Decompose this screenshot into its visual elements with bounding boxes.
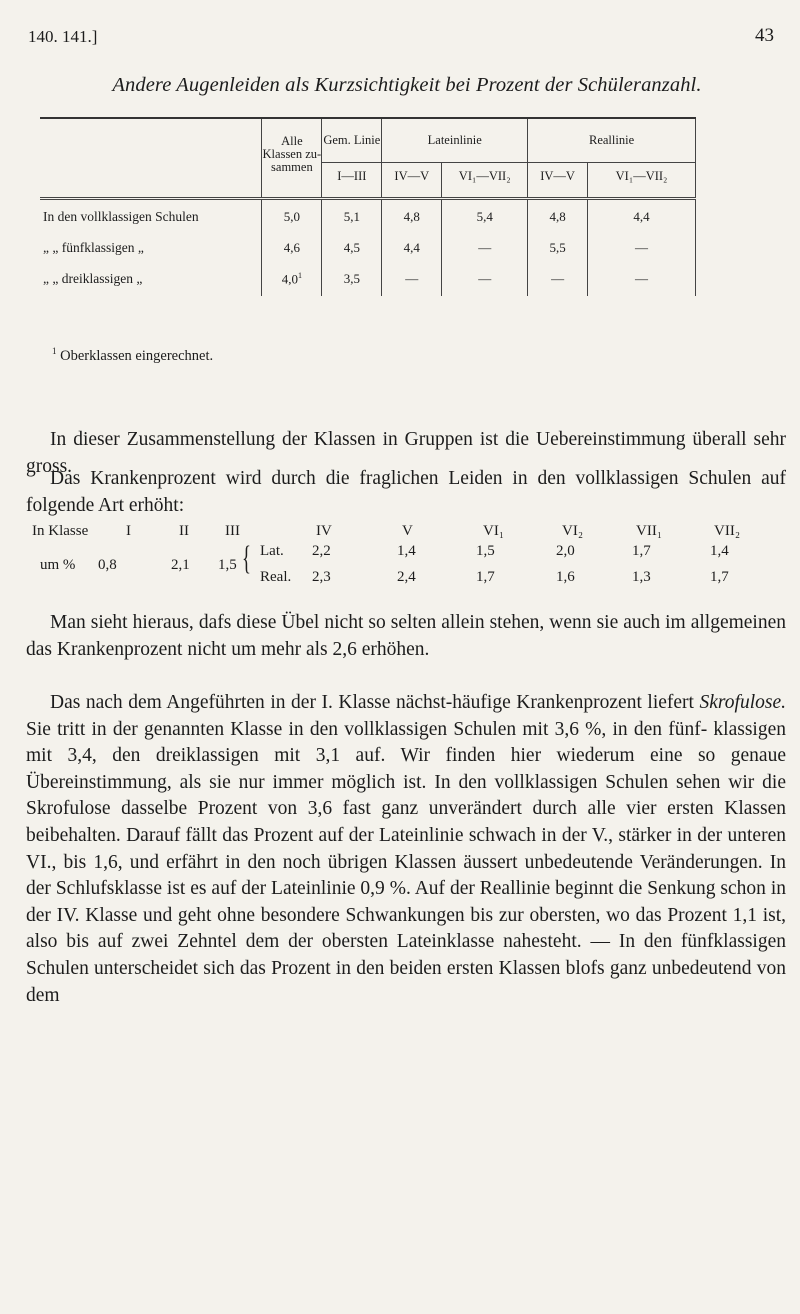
header-reallinie: Reallinie bbox=[528, 118, 696, 162]
value-klasse-iii: 1,5 bbox=[218, 557, 237, 573]
footnote bbox=[52, 346, 213, 365]
header-real-sub-1: IV—V bbox=[528, 162, 588, 190]
klasse-vi2: VI₂ bbox=[562, 523, 584, 539]
lat-value: 1,4 bbox=[710, 543, 729, 559]
real-value: 1,3 bbox=[632, 569, 651, 585]
paragraph-4: Das nach dem Angeführten in der I. Klasse nächst-häufige Krankenprozent liefert Skrofulose. Sie tritt in der genannten Klasse in den vollklassigen Schulen mit 3,6 %, in den fünf- klassigen mit 3,4, den dreiklassigen mit 3,1 auf. Wir finden hier wiederum eine so genaue Übereinstimmung, als sie nur immer möglich ist. In den vollklassigen Schulen sehen wir die Skrofulose dasselbe Prozent von 3,6 fast ganz unverändert durch alle vier ersten Klassen beibehalten. Darauf fällt das Prozent auf der Lateinlinie schwach in der V., stärker in der unteren VI., bis 1,6, und erfährt in den noch übrigen Klassen äussert unbedeutende Veränderungen. In der Schlufsklasse ist es auf der Lateinlinie 0,9 %. Auf der Reallinie beginnt die Senkung schon in der IV. Klasse und geht ohne besondere Schwankungen bis zur obersten, wo das Prozent 1,1 ist, also bis auf zwei Zehntel dem der obersten Lateinklasse nahesteht. — In den fünfklassigen Schulen unterscheidet sich das Prozent in den beiden ersten Klassen blofs ganz unbedeutend von dem bbox=[26, 692, 786, 1006]
value-klasse-i: 0,8 bbox=[98, 557, 117, 573]
header-latein-sub-1: IV—V bbox=[382, 162, 442, 190]
cell-value: 4,6 bbox=[262, 234, 322, 262]
row-label: „ „ fünfklassigen „ bbox=[43, 240, 144, 255]
table-row bbox=[40, 234, 696, 262]
cell-value: 4,8 bbox=[382, 198, 442, 234]
paragraph-3: Man sieht hieraus, dafs diese Übel nicht so selten allein stehen, wenn sie auch im allgemeinen das Krankenprozent nicht um mehr als 2,6 erhöhen. bbox=[26, 612, 786, 660]
value-klasse-ii: 2,1 bbox=[171, 557, 190, 573]
footnote-text: Oberklassen eingerechnet. bbox=[60, 347, 214, 364]
real-value: 1,7 bbox=[710, 569, 729, 585]
header-real-sub-2: VI₁—VII₂ bbox=[588, 162, 696, 190]
cell-value: — bbox=[588, 262, 696, 296]
um-prozent-label: um % bbox=[40, 557, 76, 573]
header-latein-sub-2: VI₁—VII₂ bbox=[442, 162, 528, 190]
cell-value: 3,5 bbox=[322, 262, 382, 296]
klasse-label: In Klasse bbox=[32, 523, 89, 539]
klasse-i: I bbox=[126, 523, 131, 539]
lat-value: 1,5 bbox=[476, 543, 495, 559]
cell-value: — bbox=[382, 262, 442, 296]
paragraph-2: Das Krankenprozent wird durch die fraglichen Leiden in den vollklassigen Schulen auf folgende Art erhöht: bbox=[26, 468, 786, 516]
row-label: „ „ dreiklassigen „ bbox=[43, 271, 143, 286]
skrofulose-emphasis: Skrofulose. bbox=[699, 692, 786, 713]
cell-value: 4,5 bbox=[322, 234, 382, 262]
klasse-ii: II bbox=[179, 523, 189, 539]
cell-value: — bbox=[588, 234, 696, 262]
cell-value: 4,4 bbox=[588, 198, 696, 234]
cell-value: 4,8 bbox=[528, 198, 588, 234]
cell-value: — bbox=[528, 262, 588, 296]
cell-value: $4,0^1$ bbox=[262, 262, 322, 296]
cell-value: — bbox=[442, 262, 528, 296]
klasse-iii: III bbox=[225, 523, 240, 539]
real-label: Real. bbox=[260, 569, 292, 585]
real-value: 1,6 bbox=[556, 569, 575, 585]
header-lateinlinie: Lateinlinie bbox=[382, 118, 528, 162]
header-alle-klassen: Alle Klassen zu- sammen bbox=[262, 118, 322, 190]
page-number-left: 140. 141.] bbox=[28, 27, 98, 46]
page-number-right: 43 bbox=[755, 25, 774, 46]
footnote-mark: 1 bbox=[52, 346, 57, 356]
row-label: In den vollklassigen Schulen bbox=[43, 208, 199, 224]
lat-label: Lat. bbox=[260, 543, 284, 559]
header-empty-cell bbox=[40, 118, 262, 190]
paragraph-1: In dieser Zusammenstellung der Klassen in Gruppen ist die Uebereinstimmung überall sehr gross. bbox=[26, 429, 786, 477]
table-row bbox=[40, 262, 696, 296]
klasse-v: V bbox=[402, 523, 413, 539]
real-value: 1,7 bbox=[476, 569, 495, 585]
real-value: 2,3 bbox=[312, 569, 331, 585]
brace-symbol: { bbox=[242, 540, 251, 577]
lat-value: 2,2 bbox=[312, 543, 331, 559]
klasse-values-block bbox=[26, 523, 786, 589]
lat-value: 2,0 bbox=[556, 543, 575, 559]
statistics-table bbox=[40, 117, 696, 296]
klasse-vi1: VI₁ bbox=[483, 523, 505, 539]
klasse-vii2: VII₂ bbox=[714, 523, 741, 539]
cell-value: 5,4 bbox=[442, 198, 528, 234]
running-title: Andere Augenleiden als Kurzsichtigkeit bei Prozent der Schüleranzahl. bbox=[112, 74, 702, 96]
klasse-vii1: VII₁ bbox=[636, 523, 663, 539]
lat-value: 1,7 bbox=[632, 543, 651, 559]
klasse-iv: IV bbox=[316, 523, 332, 539]
real-value: 2,4 bbox=[397, 569, 416, 585]
page-header bbox=[28, 27, 774, 51]
cell-value: 5,5 bbox=[528, 234, 588, 262]
cell-value: 4,4 bbox=[382, 234, 442, 262]
header-gem-linie: Gem. Linie bbox=[322, 118, 382, 162]
cell-value: — bbox=[442, 234, 528, 262]
cell-value: 5,1 bbox=[322, 198, 382, 234]
cell-value: 5,0 bbox=[262, 198, 322, 234]
header-gem-sub: I—III bbox=[322, 162, 382, 190]
lat-value: 1,4 bbox=[397, 543, 416, 559]
table-row bbox=[40, 198, 696, 234]
